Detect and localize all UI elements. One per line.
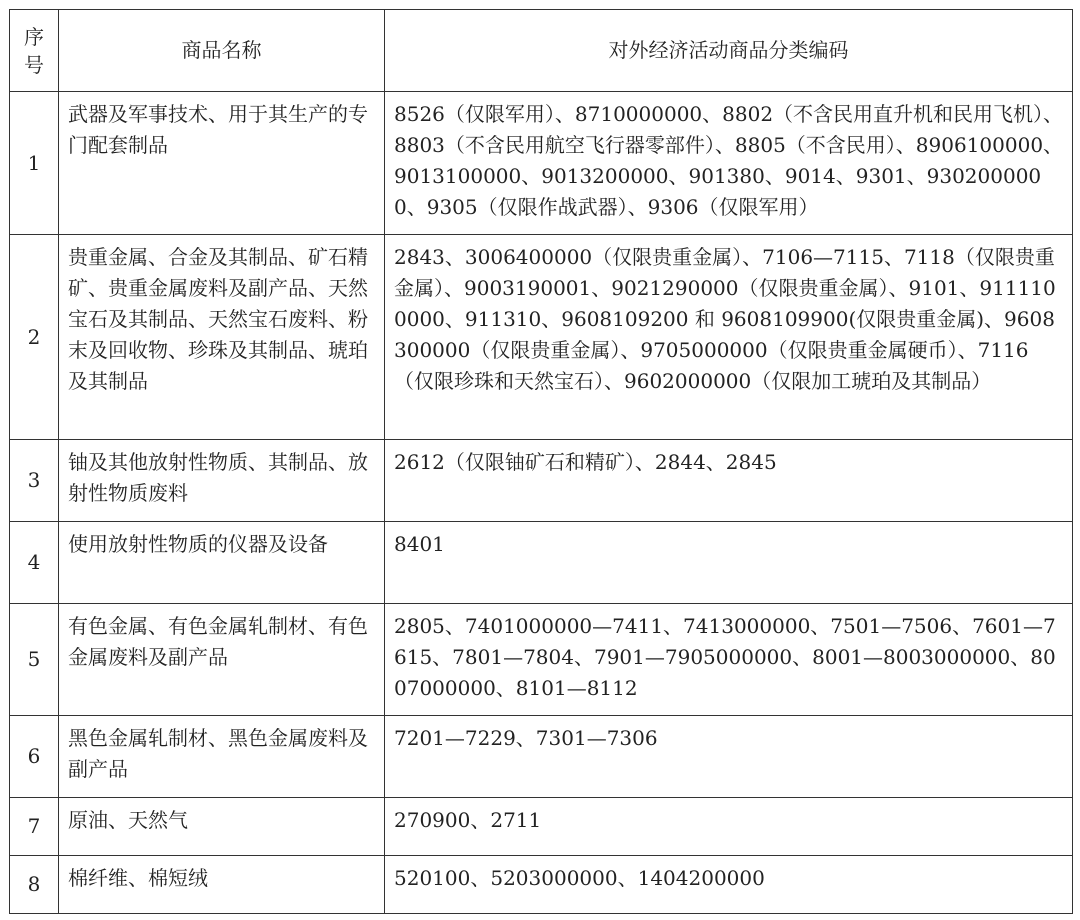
- row-codes: 8401: [385, 522, 1073, 604]
- row-goods-name: 黑色金属轧制材、黑色金属废料及副产品: [59, 716, 385, 798]
- table-row: [10, 604, 1073, 716]
- row-codes: 270900、2711: [385, 798, 1073, 856]
- row-goods-name: 使用放射性物质的仪器及设备: [59, 522, 385, 604]
- goods-classification-table: [9, 9, 1073, 914]
- row-seq: 3: [10, 440, 59, 522]
- row-seq: 4: [10, 522, 59, 604]
- row-seq: 6: [10, 716, 59, 798]
- row-goods-name: 原油、天然气: [59, 798, 385, 856]
- table-row: [10, 856, 1073, 914]
- header-code: 对外经济活动商品分类编码: [385, 10, 1073, 92]
- row-goods-name: 贵重金属、合金及其制品、矿石精矿、贵重金属废料及副产品、天然宝石及其制品、天然宝石废料、粉末及回收物、珍珠及其制品、琥珀及其制品: [59, 235, 385, 440]
- row-goods-name: 棉纤维、棉短绒: [59, 856, 385, 914]
- row-goods-name: 武器及军事技术、用于其生产的专门配套制品: [59, 92, 385, 235]
- row-codes: 2843、3006400000（仅限贵重金属）、7106—7115、7118（仅限贵重金属）、9003190001、9021290000（仅限贵重金属）、9101、9111100000、911310、9608109200 和 9608109900(仅限贵重金属)、9608300000（仅限贵重金属）、9705000000（仅限贵重金属硬币）、7116（仅限珍珠和天然宝石）、9602000000（仅限加工琥珀及其制品）: [385, 235, 1073, 440]
- row-seq: 1: [10, 92, 59, 235]
- header-name: 商品名称: [59, 10, 385, 92]
- row-codes: 2612（仅限铀矿石和精矿）、2844、2845: [385, 440, 1073, 522]
- table-header-row: [10, 10, 1073, 92]
- table-row: [10, 440, 1073, 522]
- table-row: [10, 522, 1073, 604]
- row-goods-name: 有色金属、有色金属轧制材、有色金属废料及副产品: [59, 604, 385, 716]
- row-goods-name: 铀及其他放射性物质、其制品、放射性物质废料: [59, 440, 385, 522]
- row-seq: 5: [10, 604, 59, 716]
- row-seq: 2: [10, 235, 59, 440]
- table-row: [10, 92, 1073, 235]
- table-row: [10, 235, 1073, 440]
- header-seq: [10, 10, 59, 92]
- row-codes: 2805、7401000000—7411、7413000000、7501—7506、7601—7615、7801—7804、7901—7905000000、8001—8003000000、8007000000、8101—8112: [385, 604, 1073, 716]
- table-row: [10, 798, 1073, 856]
- row-seq: 7: [10, 798, 59, 856]
- header-seq-line2: 号: [24, 52, 44, 77]
- row-codes: 520100、5203000000、1404200000: [385, 856, 1073, 914]
- row-seq: 8: [10, 856, 59, 914]
- goods-table-container: [9, 9, 1073, 914]
- row-codes: 7201—7229、7301—7306: [385, 716, 1073, 798]
- row-codes: 8526（仅限军用）、8710000000、8802（不含民用直升机和民用飞机）、8803（不含民用航空飞行器零部件）、8805（不含民用）、8906100000、9013100000、9013200000、901380、9014、9301、9302000000、9305（仅限作战武器）、9306（仅限军用）: [385, 92, 1073, 235]
- header-seq-line1: 序: [24, 24, 44, 49]
- table-row: [10, 716, 1073, 798]
